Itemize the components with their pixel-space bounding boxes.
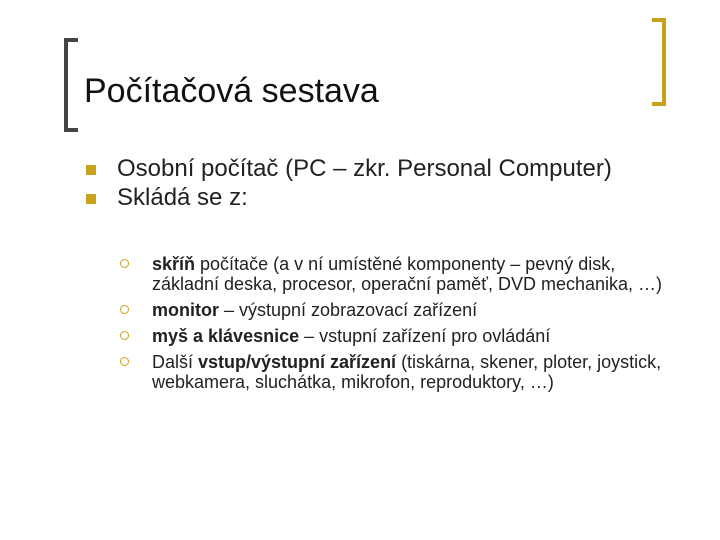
bullet-list	[84, 156, 684, 214]
bullet-text: Skládá se z:	[117, 184, 248, 211]
sub-bullet-text: (tiskárna, skener, ploter, joystick, webkamera, sluchátka, mikrofon, reproduktory, …)	[152, 352, 662, 392]
list-item	[120, 326, 680, 346]
right-bracket-decoration	[648, 18, 668, 106]
circle-bullet-icon	[120, 259, 129, 268]
sub-bullet-list	[120, 254, 680, 398]
sub-bullet-text: – vstupní zařízení pro ovládání	[299, 326, 551, 346]
circle-bullet-icon	[120, 357, 129, 366]
bold-term: myš a klávesnice	[152, 326, 300, 346]
sub-bullet-text: počítače (a v ní umístěné komponenty – pevný disk, základní deska, procesor, operační paměť, DVD mechanika, …)	[152, 254, 662, 294]
left-bracket-decoration	[62, 38, 80, 132]
circle-bullet-icon	[120, 305, 129, 314]
list-item	[84, 185, 684, 210]
circle-bullet-icon	[120, 331, 129, 340]
sub-bullet-prefix: Další	[152, 352, 199, 372]
list-item	[120, 254, 680, 294]
square-bullet-icon	[86, 194, 96, 204]
list-item	[120, 352, 680, 392]
list-item	[120, 300, 680, 320]
bold-term: vstup/výstupní zařízení	[198, 352, 397, 372]
list-item	[84, 156, 684, 181]
bullet-text: Osobní počítač (PC – zkr. Personal Computer)	[117, 155, 612, 182]
bold-term: monitor	[152, 300, 219, 320]
square-bullet-icon	[86, 165, 96, 175]
sub-bullet-text: – výstupní zobrazovací zařízení	[219, 300, 478, 320]
slide-title: Počítačová sestava	[84, 72, 379, 110]
bold-term: skříň	[152, 254, 196, 274]
